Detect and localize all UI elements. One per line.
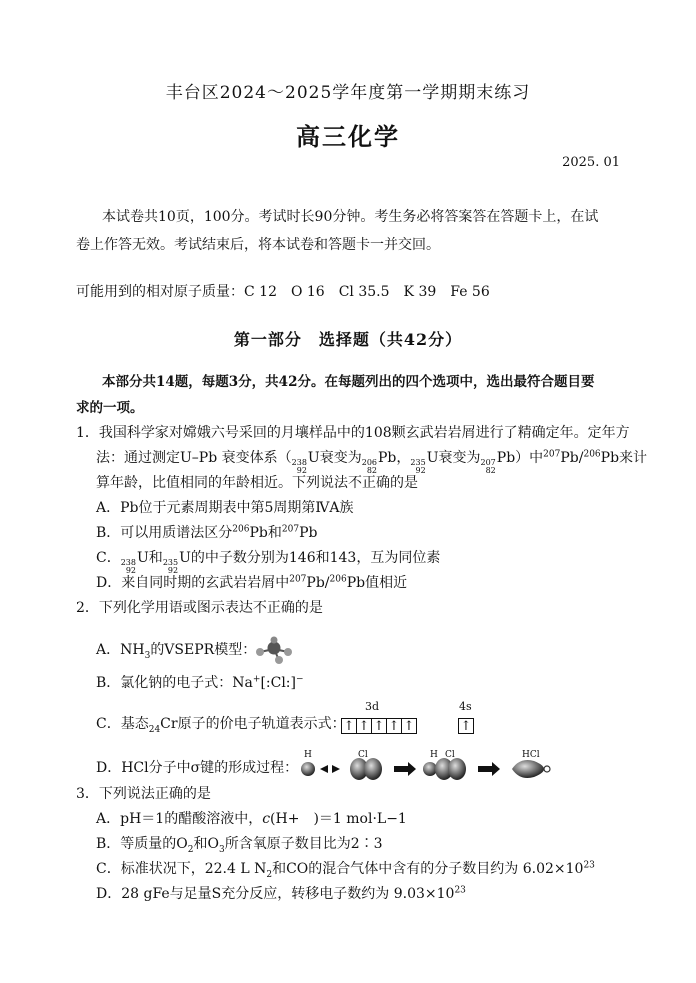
part1-title: 第一部分 选择题（共42分） xyxy=(233,330,463,349)
isotope-u238: 238 92 xyxy=(291,458,307,475)
vsepr-model-image xyxy=(252,636,300,664)
q3-option-c: C．标准状况下，22.4 L $N_2$和CO的混合气体中含有的分子数目约为 $6.02\times 10^{23}$ xyxy=(96,860,595,880)
q1-stem-line-1: 1．我国科学家对嫦娥六号采回的月壤样品中的108颗玄武岩岩屑进行了精确定年。定年方 xyxy=(76,425,630,441)
q1-stem-line-3: 算年龄，比值相同的年龄相近。下列说法不正确的是 xyxy=(96,475,418,491)
q2-stem: 2．下列化学用语或图示表达不正确的是 xyxy=(76,600,323,616)
orbital-3d-boxes xyxy=(342,715,417,734)
instruction-line-2: 卷上作答无效。考试结束后，将本试卷和答题卡一并交回。 xyxy=(76,237,440,253)
label-cl-2: Cl xyxy=(445,750,455,760)
q1-option-c: C． 238 92 U和 235 92 U的中子数分别为146和143，互为同位素 xyxy=(96,550,441,575)
label-4s: 4s xyxy=(459,700,472,713)
q1-option-a: A．Pb位于元素周期表中第5周期第ⅣA族 xyxy=(96,500,354,516)
orbital-box: ↑ xyxy=(401,718,417,734)
isotope-pb207: 207 82 xyxy=(480,458,496,475)
isotope-u235: 235 92 xyxy=(410,458,426,475)
orbital-box: ↑ xyxy=(341,718,357,734)
label-3d: 3d xyxy=(365,700,380,713)
q2-option-c: C．基态$_{24}$Cr原子的价电子轨道表示式： xyxy=(96,716,346,735)
orbital-box: ↑ xyxy=(458,718,474,734)
orbital-box: ↑ xyxy=(371,718,387,734)
q1-option-b: B．可以用质谱法区分$^{206}$Pb和$^{207}$Pb xyxy=(96,524,318,541)
q2-option-b: B．氯化钠的电子式：Na+[:Cl:]− xyxy=(96,674,304,691)
q2-option-a: A．$NH_3$的VSEPR模型： xyxy=(96,642,257,661)
q3-option-b: B．等质量的$O_2$和$O_3$所含氧原子数目比为2∶3 xyxy=(96,836,383,855)
exam-subject-title: 高三化学 xyxy=(296,122,400,151)
q3-option-a: A．pH＝1的醋酸溶液中，c(H+ )＝1 mol·L−1 xyxy=(96,811,407,827)
q3-option-d: D．28 gFe与足量S充分反应，转移电子数约为 $9.03\times 10^{23}$ xyxy=(96,885,466,902)
label-h-2: H xyxy=(430,750,438,760)
instruction-line-1: 本试卷共10页，100分。考试时长90分钟。考生务必将答案答在答题卡上，在试 xyxy=(102,209,599,225)
isotope-pb206: 206 82 xyxy=(361,458,378,475)
part1-intro-line-2: 求的一项。 xyxy=(76,400,144,416)
orbital-box: ↑ xyxy=(386,718,402,734)
q1-option-d: D．来自同时期的玄武岩岩屑中$^{207}$Pb/$^{206}$Pb值相近 xyxy=(96,574,408,591)
part1-intro-line-1: 本部分共14题，每题3分，共42分。在每题列出的四个选项中，选出最符合题目要 xyxy=(102,374,595,390)
atomic-masses: 可能用到的相对原子质量：C 12 O 16 Cl 35.5 K 39 Fe 56 xyxy=(76,284,490,300)
q1-stem-line-2: 法：通过测定U–Pb 衰变体系（ 238 92 U衰变为 206 82 Pb， 235 92 U衰变为 207 82 Pb）中$^{207}$Pb/$^{206}$Pb来计 xyxy=(96,449,648,475)
sigma-bond-formation-image xyxy=(298,754,554,784)
label-cl: Cl xyxy=(358,750,368,760)
label-hcl: HCl xyxy=(522,750,540,760)
exam-date: 2025. 01 xyxy=(562,155,620,170)
orbital-box: ↑ xyxy=(356,718,372,734)
q3-stem: 3．下列说法正确的是 xyxy=(76,786,211,802)
label-h: H xyxy=(304,750,312,760)
orbital-4s-box xyxy=(459,715,474,734)
q2-option-d: D．HCl分子中σ键的形成过程： xyxy=(96,760,299,776)
exam-school-title: 丰台区2024～2025学年度第一学期期末练习 xyxy=(165,83,531,103)
